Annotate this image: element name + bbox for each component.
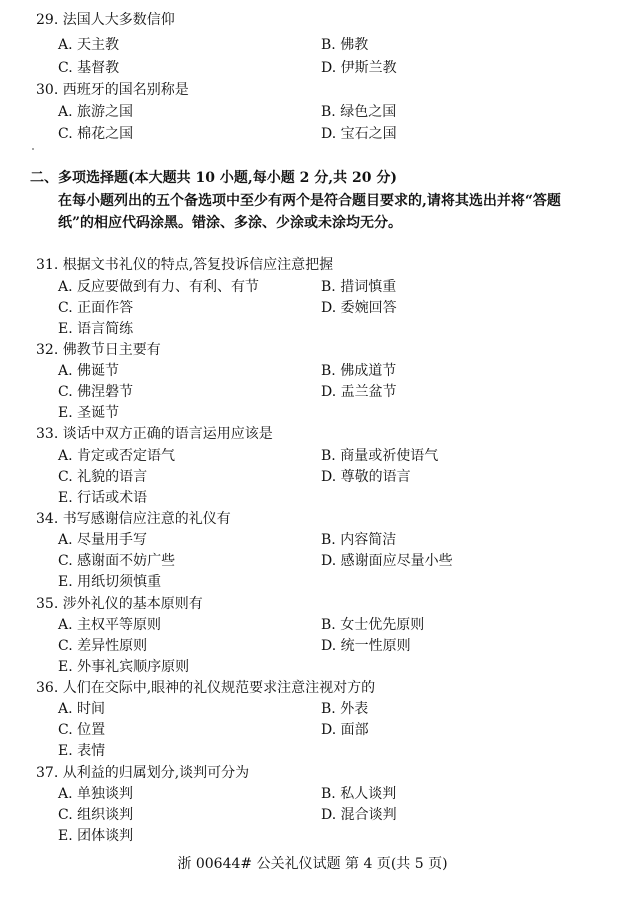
question-32-title: 32. 佛教节日主要有: [36, 342, 161, 358]
question-35-option-e: E. 外事礼宾顺序原则: [58, 659, 190, 675]
question-35-option-b: B. 女士优先原则: [321, 617, 425, 633]
question-33-option-a: A. 肯定或否定语气: [58, 448, 176, 464]
question-37-option-a: A. 单独谈判: [58, 786, 134, 802]
question-32-option-b: B. 佛成道节: [321, 363, 397, 379]
section-2-heading: 二、多项选择题(本大题共 10 小题,每小题 2 分,共 20 分): [30, 170, 397, 186]
question-34-option-e: E. 用纸切须慎重: [58, 574, 162, 590]
question-30-option-a: A. 旅游之国: [58, 104, 134, 120]
scan-speck: [32, 148, 34, 150]
question-32-option-a: A. 佛诞节: [58, 363, 120, 379]
question-32-option-d: D. 盂兰盆节: [321, 384, 397, 400]
question-29-option-c: C. 基督教: [58, 60, 120, 76]
question-36-option-d: D. 面部: [321, 722, 369, 738]
question-29-option-b: B. 佛教: [321, 37, 369, 53]
question-31-option-b: B. 措词慎重: [321, 279, 397, 295]
question-33-option-b: B. 商量或祈使语气: [321, 448, 439, 464]
question-30-title: 30. 西班牙的国名别称是: [36, 82, 189, 98]
question-31-option-d: D. 委婉回答: [321, 300, 397, 316]
question-36-option-c: C. 位置: [58, 722, 106, 738]
question-32-option-e: E. 圣诞节: [58, 405, 120, 421]
question-33-title: 33. 谈话中双方正确的语言运用应该是: [36, 426, 273, 442]
question-33-option-e: E. 行话或术语: [58, 490, 148, 506]
question-36-option-a: A. 时间: [58, 701, 106, 717]
question-29-option-a: A. 天主教: [58, 37, 120, 53]
question-34-option-c: C. 感谢面不妨广些: [58, 553, 176, 569]
question-36-option-e: E. 表情: [58, 743, 106, 759]
question-34-title: 34. 书写感谢信应注意的礼仪有: [36, 511, 231, 527]
question-35-option-c: C. 差异性原则: [58, 638, 148, 654]
section-2-instruction-line-2: 纸”的相应代码涂黑。错涂、多涂、少涂或未涂均无分。: [58, 215, 403, 231]
question-30-option-b: B. 绿色之国: [321, 104, 397, 120]
question-37-option-e: E. 团体谈判: [58, 828, 134, 844]
question-30-option-d: D. 宝石之国: [321, 126, 397, 142]
question-33-option-c: C. 礼貌的语言: [58, 469, 148, 485]
question-34-option-b: B. 内容简洁: [321, 532, 397, 548]
page-footer: 浙 00644# 公关礼仪试题 第 4 页(共 5 页): [177, 856, 448, 872]
section-2-instruction-line-1: 在每小题列出的五个备选项中至少有两个是符合题目要求的,请将其选出并将“答题: [58, 193, 561, 209]
question-34-option-d: D. 感谢面应尽量小些: [321, 553, 453, 569]
question-31-option-c: C. 正面作答: [58, 300, 134, 316]
question-31-option-a: A. 反应要做到有力、有利、有节: [58, 279, 260, 295]
question-31-option-e: E. 语言简练: [58, 321, 134, 337]
question-36-option-b: B. 外表: [321, 701, 369, 717]
question-32-option-c: C. 佛涅磐节: [58, 384, 134, 400]
question-29-title: 29. 法国人大多数信仰: [36, 12, 175, 28]
question-34-option-a: A. 尽量用手写: [58, 532, 148, 548]
question-35-option-d: D. 统一性原则: [321, 638, 411, 654]
question-30-option-c: C. 棉花之国: [58, 126, 134, 142]
question-36-title: 36. 人们在交际中,眼神的礼仪规范要求注意注视对方的: [36, 680, 376, 696]
question-37-option-d: D. 混合谈判: [321, 807, 397, 823]
question-35-title: 35. 涉外礼仪的基本原则有: [36, 596, 203, 612]
question-37-option-c: C. 组织谈判: [58, 807, 134, 823]
question-33-option-d: D. 尊敬的语言: [321, 469, 411, 485]
question-31-title: 31. 根据文书礼仪的特点,答复投诉信应注意把握: [36, 257, 334, 273]
question-37-title: 37. 从利益的归属划分,谈判可分为: [36, 765, 250, 781]
question-37-option-b: B. 私人谈判: [321, 786, 397, 802]
question-35-option-a: A. 主权平等原则: [58, 617, 162, 633]
question-29-option-d: D. 伊斯兰教: [321, 60, 397, 76]
